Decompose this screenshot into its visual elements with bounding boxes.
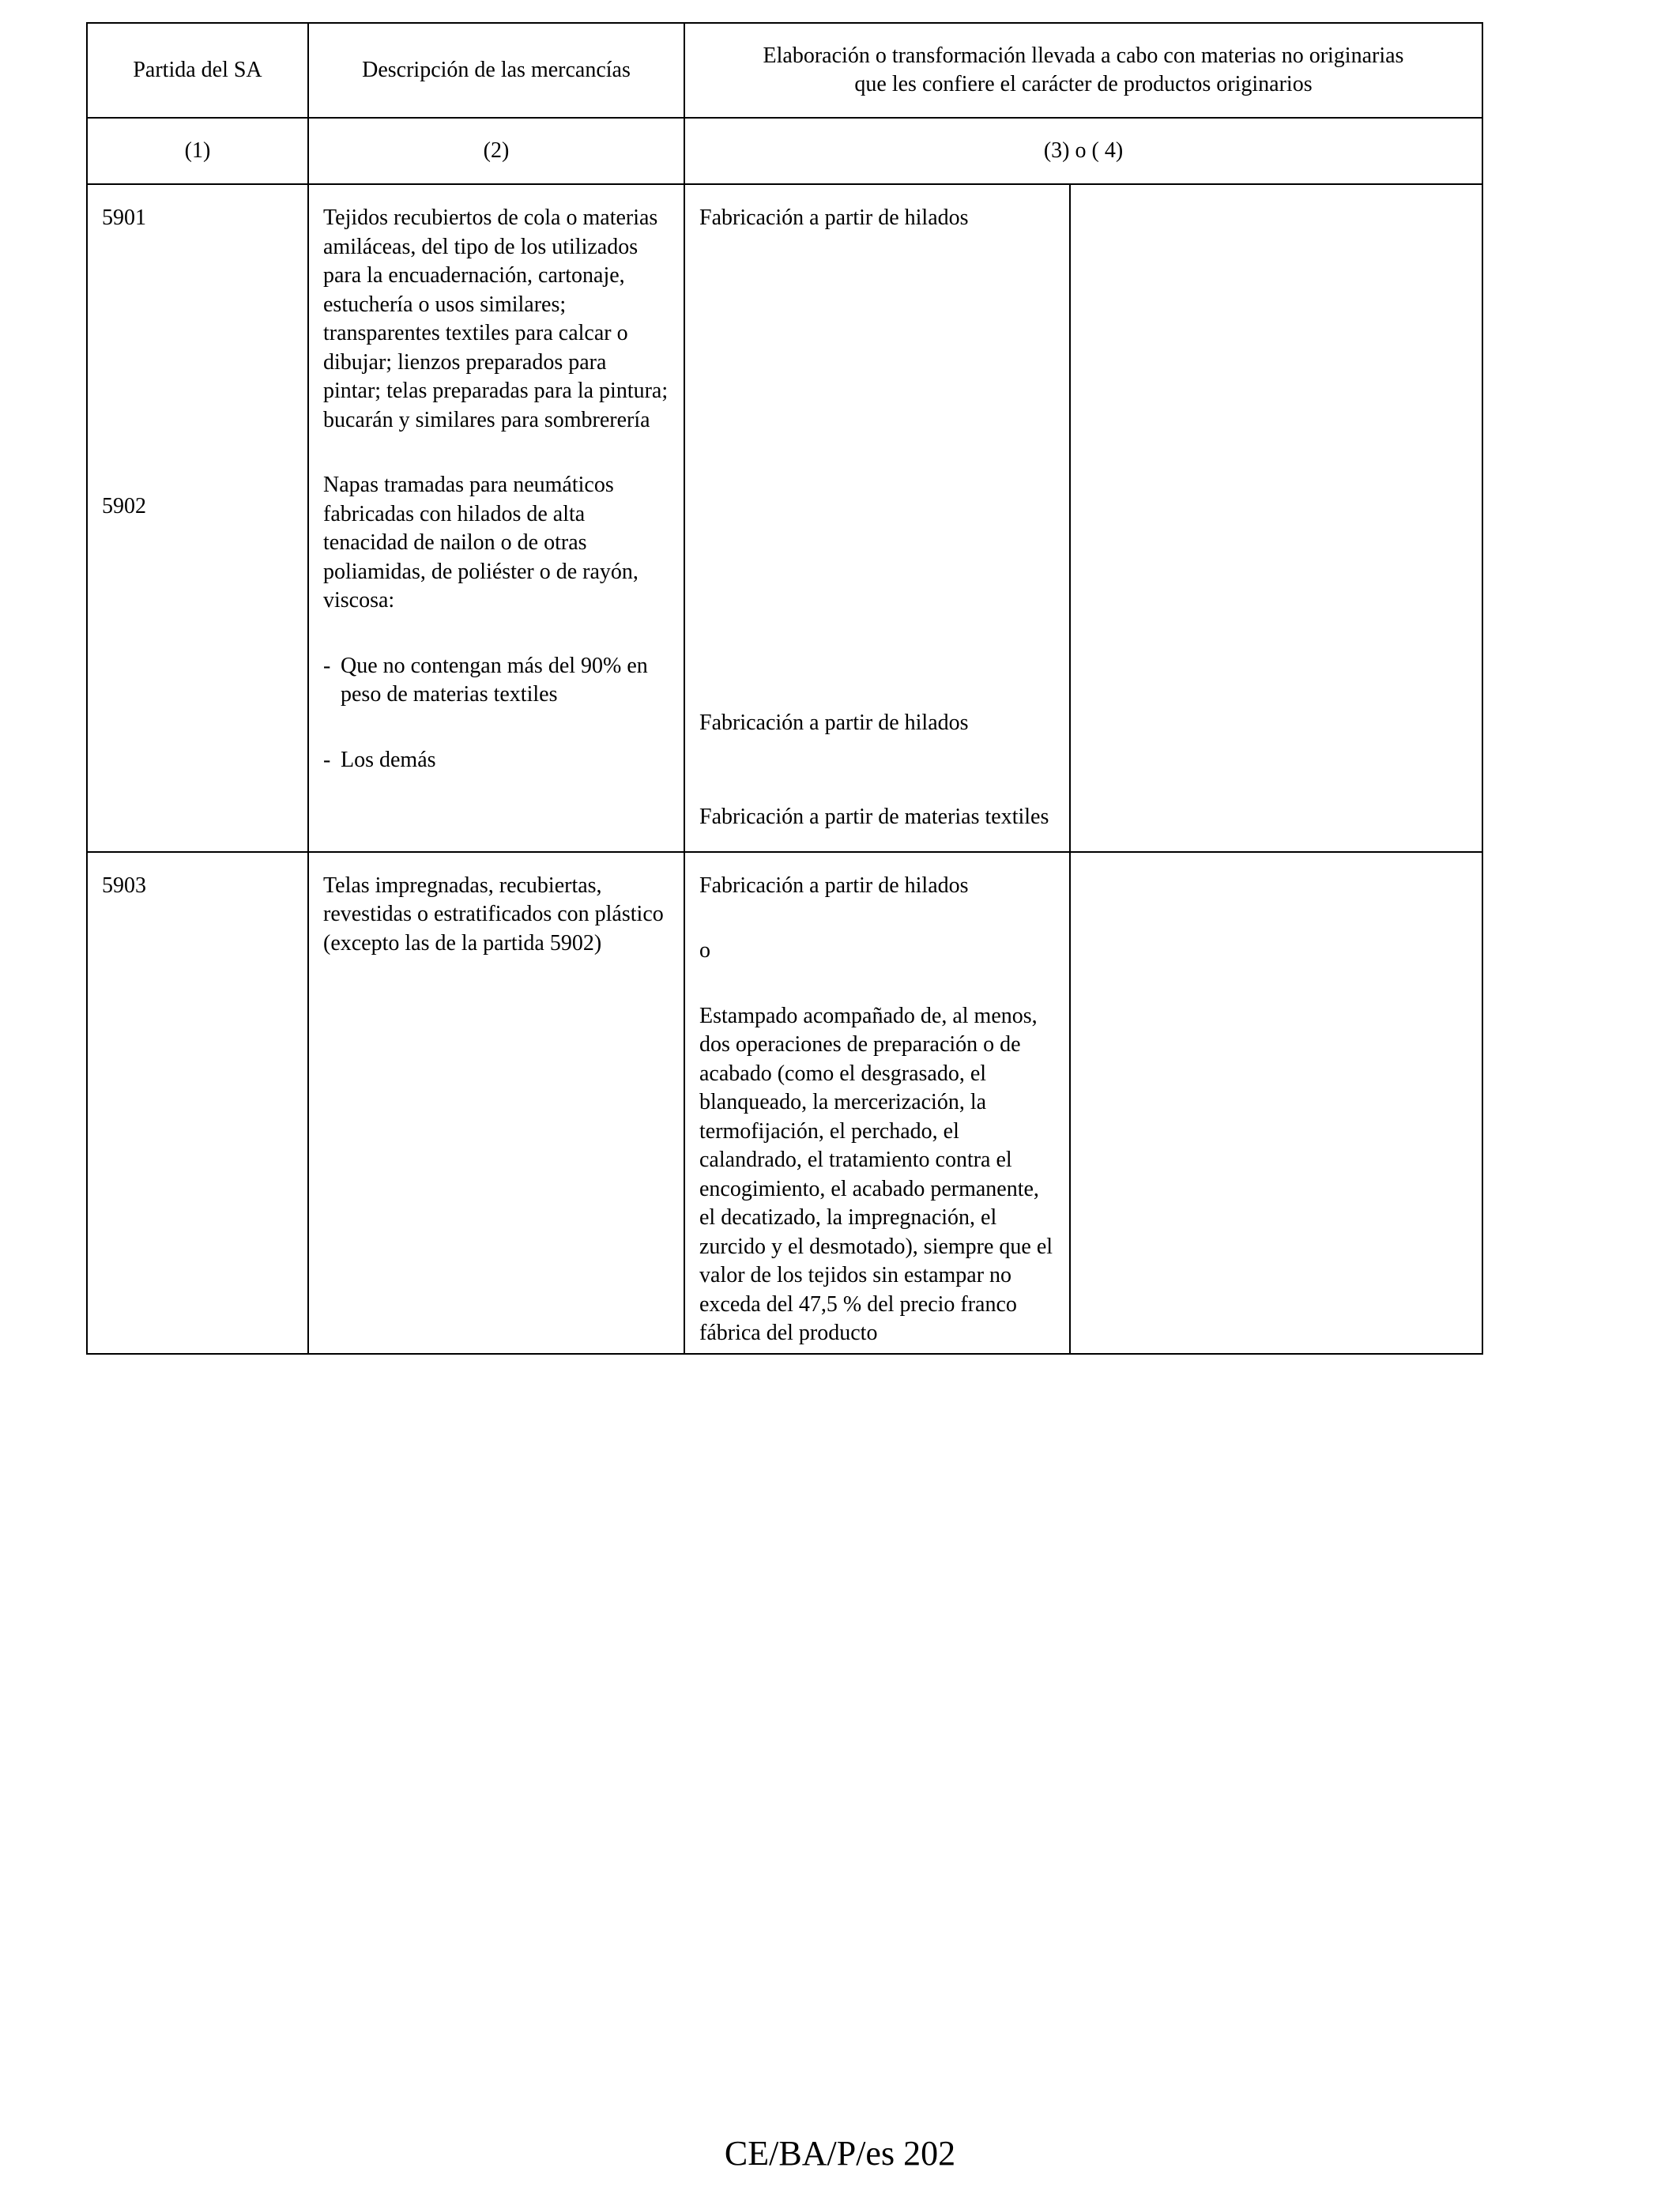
- rules-of-origin-table: [86, 22, 1483, 1355]
- column-number-row: [87, 118, 1482, 184]
- description-cell: [308, 184, 684, 852]
- processing-5902-sub1: Fabricación a partir de hilados: [699, 710, 969, 735]
- description-cell: [308, 852, 684, 1354]
- header-processing-line2: que les confiere el carácter de productos originarios: [854, 72, 1313, 96]
- list-dash: -: [323, 653, 331, 678]
- hs-code-5902: 5902: [102, 493, 146, 518]
- page-footer-reference: CE/BA/P/es 202: [724, 2134, 956, 2173]
- empty-column-4-cell: [1070, 184, 1482, 852]
- processing-5903-b: Estampado acompañado de, al menos, dos operaciones de preparación o de acabado (como el desgrasado, el blanqueado, la mercerización, la termofijación, el perchado, el calandrado, el tratamiento contra el encogimiento, el acabado permanente, el decatizado, la impregnación, el zurcido y el desmotado), siempre que el valor de los tejidos sin estampar no exceda del 47,5 % del precio franco fábrica del producto: [699, 1003, 1053, 1345]
- description-5902-sub1: Que no contengan más del 90% en peso de materias textiles: [341, 653, 648, 707]
- header-processing: [684, 23, 1482, 118]
- column-number-2: (2): [308, 118, 684, 184]
- column-number-3-4: (3) o ( 4): [684, 118, 1482, 184]
- hs-code-cell: [87, 852, 308, 1354]
- list-dash: -: [323, 747, 331, 772]
- description-5902: Napas tramadas para neumáticos fabricadas con hilados de alta tenacidad de nailon o de otras poliamidas, de poliéster o de rayón, viscosa:: [323, 473, 638, 613]
- table-row: [87, 184, 1482, 852]
- header-hs-heading: Partida del SA: [87, 23, 308, 118]
- processing-5902-sub2: Fabricación a partir de materias textiles: [699, 805, 1049, 829]
- hs-code-5903: 5903: [102, 873, 146, 898]
- header-processing-line1: Elaboración o transformación llevada a cabo con materias no originarias: [763, 43, 1404, 68]
- processing-cell: [684, 184, 1070, 852]
- description-5903: Telas impregnadas, recubiertas, revestidas o estratificados con plástico (excepto las de la partida 5902): [323, 873, 664, 956]
- processing-5903-a: Fabricación a partir de hilados: [699, 873, 969, 898]
- processing-cell: [684, 852, 1070, 1354]
- header-description: Descripción de las mercancías: [308, 23, 684, 118]
- hs-code-cell: [87, 184, 308, 852]
- list-item: [323, 746, 669, 775]
- header-row: [87, 23, 1482, 118]
- processing-5901: Fabricación a partir de hilados: [699, 205, 969, 230]
- empty-column-4-cell: [1070, 852, 1482, 1354]
- description-5902-sub2: Los demás: [341, 747, 436, 772]
- column-number-1: (1): [87, 118, 308, 184]
- list-item: [323, 652, 669, 710]
- table-row: [87, 852, 1482, 1354]
- description-5901: Tejidos recubiertos de cola o materias amiláceas, del tipo de los utilizados para la encuadernación, cartonaje, estuchería o usos similares; transparentes textiles para calcar o dibujar; lienzos preparados para pintar; telas preparadas para la pintura; bucarán y similares para sombrerería: [323, 205, 669, 432]
- hs-code-5901: 5901: [102, 205, 146, 230]
- processing-5903-or: o: [699, 938, 710, 963]
